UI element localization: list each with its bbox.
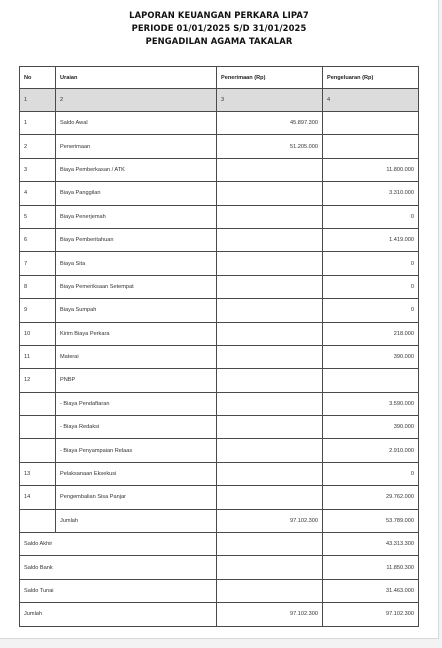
row-number: 1 bbox=[20, 112, 56, 135]
column-header-no: No bbox=[20, 67, 56, 89]
table-row bbox=[20, 252, 419, 275]
row-pengeluaran: 0 bbox=[323, 275, 419, 298]
summary-label: Saldo Bank bbox=[20, 556, 217, 579]
row-penerimaan: 97.102.300 bbox=[217, 509, 323, 532]
table-header-row bbox=[20, 67, 419, 89]
summary-penerimaan bbox=[217, 556, 323, 579]
row-description: - Biaya Penyampaian Relaas bbox=[56, 439, 217, 462]
row-pengeluaran bbox=[323, 135, 419, 158]
column-index: 1 bbox=[20, 89, 56, 112]
row-pengeluaran: 0 bbox=[323, 205, 419, 228]
row-pengeluaran bbox=[323, 369, 419, 392]
row-penerimaan bbox=[217, 299, 323, 322]
column-header-uraian: Uraian bbox=[56, 67, 217, 89]
row-pengeluaran: 0 bbox=[323, 299, 419, 322]
summary-label: Saldo Akhir bbox=[20, 533, 217, 556]
row-description: Biaya Panggilan bbox=[56, 182, 217, 205]
summary-penerimaan: 97.102.300 bbox=[217, 603, 323, 626]
row-description: - Biaya Pendaftaran bbox=[56, 392, 217, 415]
row-description: Biaya Penerjemah bbox=[56, 205, 217, 228]
summary-pengeluaran: 31.463.000 bbox=[323, 579, 419, 602]
row-penerimaan bbox=[217, 252, 323, 275]
row-description: Saldo Awal bbox=[56, 112, 217, 135]
summary-label: Saldo Tunai bbox=[20, 579, 217, 602]
row-penerimaan bbox=[217, 416, 323, 439]
row-number: 4 bbox=[20, 182, 56, 205]
row-number: 3 bbox=[20, 158, 56, 181]
row-description: Biaya Pemberkasan / ATK bbox=[56, 158, 217, 181]
row-pengeluaran: 0 bbox=[323, 252, 419, 275]
column-header-pengeluaran: Pengeluaran (Rp) bbox=[323, 67, 419, 89]
table-row bbox=[20, 369, 419, 392]
row-penerimaan bbox=[217, 182, 323, 205]
row-penerimaan bbox=[217, 345, 323, 368]
summary-pengeluaran: 97.102.300 bbox=[323, 603, 419, 626]
row-description: Biaya Sumpah bbox=[56, 299, 217, 322]
summary-row bbox=[20, 603, 419, 626]
table-row bbox=[20, 462, 419, 485]
row-description: Jumlah bbox=[56, 509, 217, 532]
table-row bbox=[20, 275, 419, 298]
row-number: 8 bbox=[20, 275, 56, 298]
table-row bbox=[20, 439, 419, 462]
column-index: 2 bbox=[56, 89, 217, 112]
report-period: PERIODE 01/01/2025 S/D 31/01/2025 bbox=[131, 23, 307, 33]
row-number bbox=[20, 509, 56, 532]
row-description: Biaya Pemeriksaan Setempat bbox=[56, 275, 217, 298]
row-number: 6 bbox=[20, 228, 56, 251]
summary-row bbox=[20, 556, 419, 579]
column-header-penerimaan: Penerimaan (Rp) bbox=[217, 67, 323, 89]
summary-row bbox=[20, 579, 419, 602]
row-number: 13 bbox=[20, 462, 56, 485]
row-description: Biaya Sita bbox=[56, 252, 217, 275]
row-pengeluaran: 2.910.000 bbox=[323, 439, 419, 462]
row-number: 5 bbox=[20, 205, 56, 228]
row-pengeluaran: 390.000 bbox=[323, 416, 419, 439]
table-row bbox=[20, 182, 419, 205]
row-description: Biaya Pemberitahuan bbox=[56, 228, 217, 251]
row-penerimaan bbox=[217, 322, 323, 345]
row-pengeluaran: 1.419.000 bbox=[323, 228, 419, 251]
row-penerimaan bbox=[217, 275, 323, 298]
row-penerimaan: 51.205.000 bbox=[217, 135, 323, 158]
table-row bbox=[20, 228, 419, 251]
row-number bbox=[20, 392, 56, 415]
report-title: LAPORAN KEUANGAN PERKARA LIPA7 bbox=[129, 10, 309, 20]
row-penerimaan bbox=[217, 462, 323, 485]
report-header bbox=[0, 9, 438, 48]
table-row bbox=[20, 486, 419, 509]
row-description: Materai bbox=[56, 345, 217, 368]
row-description: PNBP bbox=[56, 369, 217, 392]
row-number bbox=[20, 439, 56, 462]
table-row bbox=[20, 509, 419, 532]
row-pengeluaran: 3.590.000 bbox=[323, 392, 419, 415]
table-row bbox=[20, 345, 419, 368]
row-pengeluaran: 0 bbox=[323, 462, 419, 485]
row-pengeluaran: 218.000 bbox=[323, 322, 419, 345]
summary-pengeluaran: 11.850.300 bbox=[323, 556, 419, 579]
summary-row bbox=[20, 533, 419, 556]
row-description: Pengembalian Sisa Panjar bbox=[56, 486, 217, 509]
column-index-row bbox=[20, 89, 419, 112]
column-index: 4 bbox=[323, 89, 419, 112]
row-pengeluaran bbox=[323, 112, 419, 135]
row-penerimaan: 45.897.300 bbox=[217, 112, 323, 135]
table-row bbox=[20, 205, 419, 228]
row-number: 12 bbox=[20, 369, 56, 392]
row-description: - Biaya Redaksi bbox=[56, 416, 217, 439]
row-penerimaan bbox=[217, 158, 323, 181]
row-number: 7 bbox=[20, 252, 56, 275]
row-number: 14 bbox=[20, 486, 56, 509]
table-row bbox=[20, 135, 419, 158]
row-number: 2 bbox=[20, 135, 56, 158]
row-penerimaan bbox=[217, 439, 323, 462]
table-row bbox=[20, 322, 419, 345]
row-number: 9 bbox=[20, 299, 56, 322]
summary-penerimaan bbox=[217, 579, 323, 602]
row-penerimaan bbox=[217, 486, 323, 509]
row-penerimaan bbox=[217, 205, 323, 228]
table-row bbox=[20, 416, 419, 439]
row-penerimaan bbox=[217, 392, 323, 415]
finance-table bbox=[19, 66, 419, 627]
table-row bbox=[20, 158, 419, 181]
row-number: 10 bbox=[20, 322, 56, 345]
table-row bbox=[20, 299, 419, 322]
table-row bbox=[20, 112, 419, 135]
row-number bbox=[20, 416, 56, 439]
row-number: 11 bbox=[20, 345, 56, 368]
summary-label: Jumlah bbox=[20, 603, 217, 626]
row-penerimaan bbox=[217, 369, 323, 392]
summary-pengeluaran: 43.313.300 bbox=[323, 533, 419, 556]
row-pengeluaran: 53.789.000 bbox=[323, 509, 419, 532]
row-description: Pelaksanaan Eksekusi bbox=[56, 462, 217, 485]
table-row bbox=[20, 392, 419, 415]
row-description: Kirim Biaya Perkara bbox=[56, 322, 217, 345]
court-name: PENGADILAN AGAMA TAKALAR bbox=[145, 36, 293, 46]
row-pengeluaran: 390.000 bbox=[323, 345, 419, 368]
column-index: 3 bbox=[217, 89, 323, 112]
row-pengeluaran: 3.310.000 bbox=[323, 182, 419, 205]
row-pengeluaran: 11.800.000 bbox=[323, 158, 419, 181]
row-description: Penerimaan bbox=[56, 135, 217, 158]
summary-penerimaan bbox=[217, 533, 323, 556]
row-pengeluaran: 29.762.000 bbox=[323, 486, 419, 509]
row-penerimaan bbox=[217, 228, 323, 251]
